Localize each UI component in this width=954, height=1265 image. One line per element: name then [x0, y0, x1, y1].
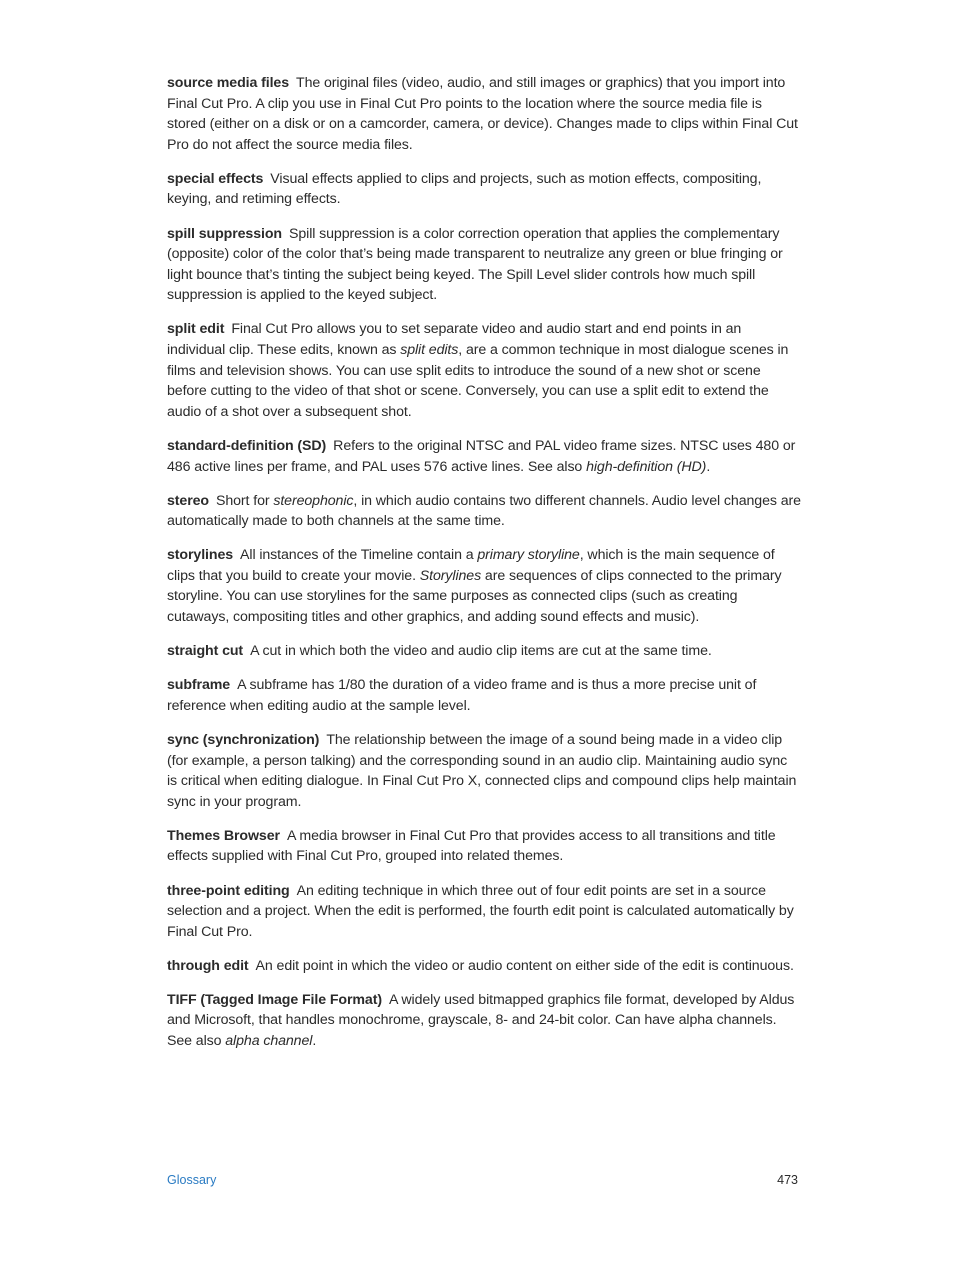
- page-footer: [167, 1173, 798, 1191]
- definition-italic-text: split edits: [400, 342, 459, 359]
- glossary-entry: [167, 73, 801, 155]
- definition-italic-text: alpha channel: [225, 1033, 313, 1050]
- definition-text: Refers to the original NTSC and PAL video frame sizes. NTSC uses 480 or 486 active lines per frame, and PAL uses 576 active lines. See also: [167, 437, 796, 475]
- definition-text: A cut in which both the video and audio clip items are cut at the same time.: [250, 643, 712, 660]
- glossary-term: stereo: [167, 492, 209, 509]
- glossary-term: spill suppression: [167, 225, 282, 242]
- glossary-entry: [167, 169, 801, 210]
- glossary-term: special effects: [167, 170, 264, 187]
- definition-text: A media browser in Final Cut Pro that provides access to all transitions and title effects supplied with Final Cut Pro, grouped into related themes.: [167, 827, 776, 865]
- definition-text: A widely used bitmapped graphics file format, developed by Aldus and Microsoft, that handles monochrome, grayscale, 8- and 24-bit color. Can have alpha channels. See also: [167, 991, 795, 1050]
- glossary-entry: [167, 881, 801, 943]
- glossary-entry: [167, 730, 801, 812]
- glossary-term: TIFF (Tagged Image File Format): [167, 991, 382, 1008]
- glossary-term: standard-definition (SD): [167, 437, 327, 454]
- glossary-term: subframe: [167, 677, 231, 694]
- definition-italic-text: high-definition (HD): [586, 458, 707, 475]
- definition-text: , are a common technique in most dialogue scenes in films and television shows. You can use split edits to introduce the sound of a new shot or scene before cutting to the video of that shot or scene. Conversely, you can use a split edit to extend the audio of a shot over a subsequent shot.: [167, 342, 789, 420]
- definition-text: A subframe has 1/80 the duration of a video frame and is thus a more precise unit of reference when editing audio at the sample level.: [167, 677, 757, 714]
- definition-text: .: [312, 1033, 317, 1050]
- glossary-entry: [167, 224, 801, 306]
- glossary-entry: [167, 675, 801, 716]
- glossary-entry: [167, 319, 801, 422]
- glossary-term: through edit: [167, 957, 249, 974]
- glossary-entry: [167, 545, 801, 627]
- definition-text: .: [706, 458, 711, 475]
- glossary-term: straight cut: [167, 643, 244, 660]
- definition-text: Visual effects applied to clips and projects, such as motion effects, compositing, keying, and retiming effects.: [167, 170, 762, 208]
- definition-text: An edit point in which the video or audio content on either side of the edit is continuous.: [255, 957, 794, 974]
- glossary-term: three-point editing: [167, 882, 290, 899]
- glossary-entry: [167, 826, 801, 867]
- glossary-term: Themes Browser: [167, 827, 280, 844]
- definition-text: An editing technique in which three out of four edit points are set in a source selection and a project. When the edit is performed, the fourth edit point is calculated automatically by Final Cut Pro.: [167, 882, 794, 940]
- footer-section-link[interactable]: Glossary: [167, 1173, 217, 1187]
- definition-text: , in which audio contains two different channels. Audio level changes are automatically made to both channels at the same time.: [167, 492, 801, 530]
- definition-text: All instances of the Timeline contain a: [240, 547, 478, 564]
- glossary-entry: [167, 641, 801, 662]
- definition-text: Spill suppression is a color correction operation that applies the complementary (opposite) color of the color that’s being made transparent to neutralize any green or blue fringing or light bounce that’s tinting the subject being keyed. The Spill Level slider controls how much spill suppression is applied to the keyed subject.: [167, 225, 783, 304]
- definition-text: The original files (video, audio, and still images or graphics) that you import into Final Cut Pro. A clip you use in Final Cut Pro points to the location where the source media file is stored (either on a disk or on a camcorder, camera, or device). Changes made to clips within Final Cut Pro do not affect the source media files.: [167, 75, 798, 153]
- page-number: 473: [777, 1173, 798, 1187]
- definition-text: are sequences of clips connected to the primary storyline. You can use storylines for the same purposes as connected clips (such as creating cutaways, compositing titles and other graphics, and adding sound effects and music).: [167, 567, 782, 626]
- definition-text: The relationship between the image of a sound being made in a video clip (for example, a person talking) and the corresponding sound in an audio clip. Maintaining audio sync is critical when editing dialogue. In Final Cut Pro X, connected clips and compound clips help maintain sync in your program.: [167, 731, 797, 810]
- definition-text: Short for: [215, 492, 274, 509]
- definition-text: , which is the main sequence of clips that you build to create your movie.: [167, 547, 775, 584]
- definition-italic-text: primary storyline: [477, 547, 580, 564]
- glossary-entry: [167, 956, 801, 977]
- glossary-entries: [167, 73, 801, 1065]
- definition-italic-text: Storylines: [419, 567, 482, 584]
- glossary-term: split edit: [167, 321, 225, 338]
- definition-text: Final Cut Pro allows you to set separate video and audio start and end points in an individual clip. These edits, known as: [167, 321, 742, 359]
- definition-italic-text: stereophonic: [273, 492, 354, 509]
- glossary-term: sync (synchronization): [167, 731, 320, 748]
- glossary-entry: [167, 990, 801, 1052]
- glossary-term: storylines: [167, 547, 234, 564]
- glossary-term: source media files: [167, 75, 290, 91]
- glossary-entry: [167, 436, 801, 477]
- glossary-entry: [167, 491, 801, 532]
